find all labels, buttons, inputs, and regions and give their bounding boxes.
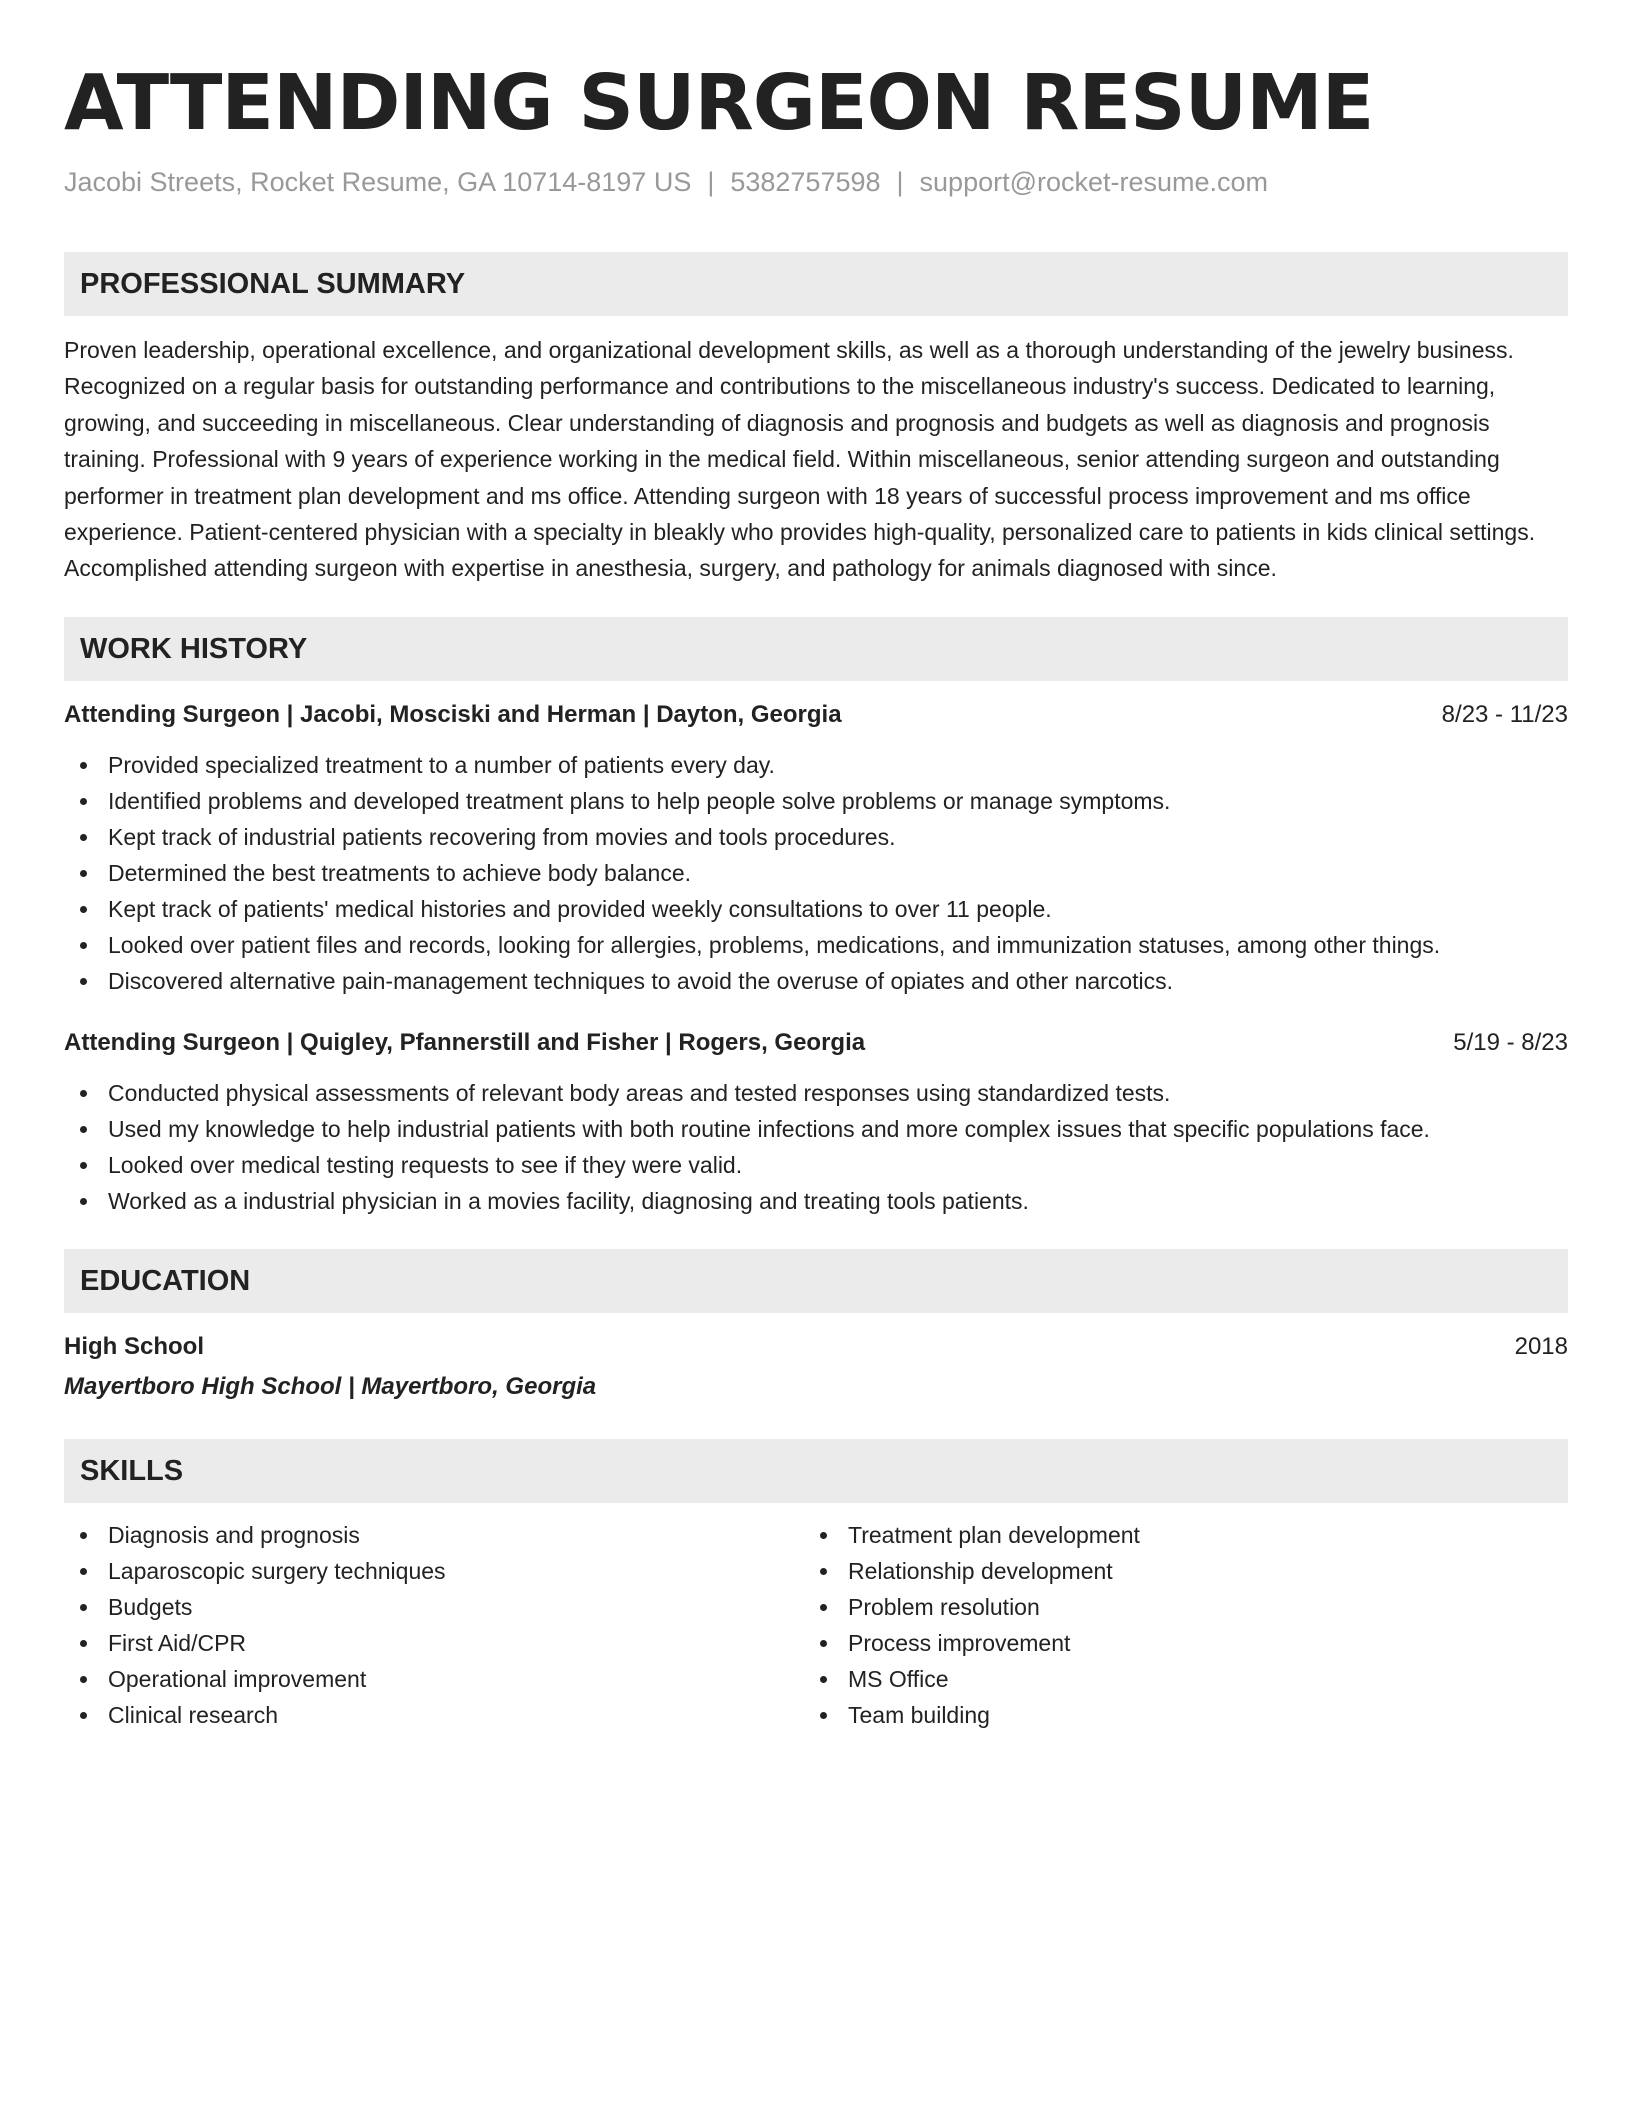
job-dates: 5/19 - 8/23	[1453, 1028, 1568, 1056]
job-title: Attending Surgeon | Quigley, Pfannerstill and Fisher | Rogers, Georgia	[64, 1028, 866, 1056]
skill-item: Diagnosis and prognosis	[64, 1517, 804, 1553]
job-bullet: Discovered alternative pain-management techniques to avoid the overuse of opiates and other narcotics.	[64, 963, 1568, 999]
job-bullet-list	[64, 1075, 1568, 1219]
contact-phone: 5382757598	[730, 167, 881, 197]
job-bullet: Looked over medical testing requests to see if they were valid.	[64, 1147, 1568, 1183]
skills-columns	[64, 1517, 1568, 1733]
skill-item: Relationship development	[804, 1553, 1544, 1589]
section-header-work-history: WORK HISTORY	[64, 617, 1568, 681]
job-bullet: Identified problems and developed treatment plans to help people solve problems or manage symptoms.	[64, 783, 1568, 819]
job-bullet: Conducted physical assessments of relevant body areas and tested responses using standardized tests.	[64, 1075, 1568, 1111]
skill-item: Clinical research	[64, 1697, 804, 1733]
contact-separator: |	[896, 167, 904, 197]
skill-item: Laparoscopic surgery techniques	[64, 1553, 804, 1589]
skill-item: First Aid/CPR	[64, 1625, 804, 1661]
job-header	[64, 1025, 1568, 1061]
skill-item: Problem resolution	[804, 1589, 1544, 1625]
job-bullet: Looked over patient files and records, looking for allergies, problems, medications, and immunization statuses, among other things.	[64, 927, 1568, 963]
job-bullet: Kept track of industrial patients recovering from movies and tools procedures.	[64, 819, 1568, 855]
education-school: Mayertboro High School | Mayertboro, Georgia	[64, 1372, 597, 1400]
section-header-professional-summary: PROFESSIONAL SUMMARY	[64, 252, 1568, 316]
job-bullet: Used my knowledge to help industrial patients with both routine infections and more complex issues that specific populations face.	[64, 1111, 1568, 1147]
education-degree: High School	[64, 1332, 204, 1360]
contact-line	[64, 164, 1568, 200]
skill-item: Budgets	[64, 1589, 804, 1625]
contact-separator: |	[707, 167, 715, 197]
skill-item: Process improvement	[804, 1625, 1544, 1661]
skill-item: Operational improvement	[64, 1661, 804, 1697]
job-bullet: Provided specialized treatment to a number of patients every day.	[64, 747, 1568, 783]
skill-item: Treatment plan development	[804, 1517, 1544, 1553]
skill-item: MS Office	[804, 1661, 1544, 1697]
job-entry	[64, 1025, 1568, 1219]
resume-title: ATTENDING SURGEON RESUME	[64, 59, 1374, 148]
job-dates: 8/23 - 11/23	[1441, 700, 1568, 728]
section-header-skills: SKILLS	[64, 1439, 1568, 1503]
section-header-education: EDUCATION	[64, 1249, 1568, 1313]
skills-list-right	[804, 1517, 1544, 1733]
job-bullet: Kept track of patients' medical histories and provided weekly consultations to over 11 people.	[64, 891, 1568, 927]
job-bullet-list	[64, 747, 1568, 999]
job-entry	[64, 697, 1568, 999]
job-bullet: Worked as a industrial physician in a movies facility, diagnosing and treating tools patients.	[64, 1183, 1568, 1219]
education-header	[64, 1329, 1568, 1365]
job-bullet: Determined the best treatments to achieve body balance.	[64, 855, 1568, 891]
skill-item: Team building	[804, 1697, 1544, 1733]
contact-email: support@rocket-resume.com	[919, 167, 1269, 197]
contact-address: Jacobi Streets, Rocket Resume, GA 10714-8197 US	[64, 167, 692, 197]
job-title: Attending Surgeon | Jacobi, Mosciski and Herman | Dayton, Georgia	[64, 700, 842, 728]
skills-list-left	[64, 1517, 804, 1733]
education-year: 2018	[1514, 1332, 1568, 1360]
job-header	[64, 697, 1568, 733]
summary-text: Proven leadership, operational excellence, and organizational development skills, as well as a thorough understanding of the jewelry business. Recognized on a regular basis for outstanding performance and contributions to the miscellaneous industry's success. Dedicated to learning, growing, and succeeding in miscellaneous. Clear understanding of diagnosis and prognosis and budgets as well as diagnosis and prognosis training. Professional with 9 years of experience working in the medical field. Within miscellaneous, senior attending surgeon and outstanding performer in treatment plan development and ms office. Attending surgeon with 18 years of successful process improvement and ms office experience. Patient-centered physician with a specialty in bleakly who provides high-quality, personalized care to patients in kids clinical settings. Accomplished attending surgeon with expertise in anesthesia, surgery, and pathology for animals diagnosed with since.	[64, 337, 1536, 582]
